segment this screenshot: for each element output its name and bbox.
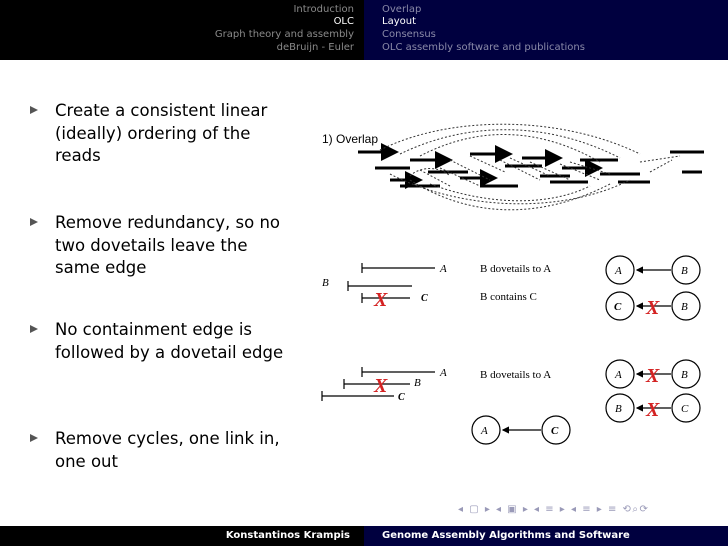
section-olc[interactable]: OLC <box>333 16 354 27</box>
x-mark: X <box>374 289 388 311</box>
beamer-footer <box>0 526 728 546</box>
svg-text:B contains C: B contains C <box>480 291 537 303</box>
svg-text:B: B <box>681 265 688 277</box>
overlap-edges <box>380 124 680 210</box>
svg-text:B: B <box>414 377 421 389</box>
subsection-consensus[interactable]: Consensus <box>382 29 436 40</box>
svg-text:C: C <box>421 293 428 304</box>
subsection-olc-software[interactable]: OLC assembly software and publications <box>382 42 585 53</box>
bullet-icon <box>30 106 38 114</box>
svg-text:A: A <box>440 263 447 275</box>
node-graph-3 <box>472 416 570 444</box>
x-mark: X <box>646 399 660 421</box>
overlap-graph <box>322 124 704 210</box>
bullet-text: Remove redundancy, so no two dovetails leave the same edge <box>55 213 281 277</box>
svg-text:B: B <box>681 369 688 381</box>
svg-text:A: A <box>615 265 622 277</box>
layout-figure <box>300 110 710 455</box>
svg-text:C: C <box>398 392 405 403</box>
node-graph-1 <box>606 256 700 320</box>
dovetail-example <box>322 367 551 403</box>
beamer-header <box>0 0 728 60</box>
x-mark: X <box>646 297 660 319</box>
subsection-layout[interactable]: Layout <box>382 16 416 27</box>
section-graph-theory[interactable]: Graph theory and assembly <box>214 29 354 40</box>
bullet-text: Remove cycles, one link in, one out <box>55 429 280 471</box>
footer-title: Genome Assembly Algorithms and Software <box>382 530 630 541</box>
beamer-navigation-icons[interactable]: ◂ ▢ ▸ ◂ ▣ ▸ ◂ ≡ ▸ ◂ ≡ ▸ ≡ ⟲⌕⟳ <box>458 504 650 515</box>
svg-text:A: A <box>481 425 488 437</box>
section-nav <box>0 0 364 60</box>
svg-text:B dovetails to A: B dovetails to A <box>480 369 552 381</box>
bullet-icon <box>30 218 38 226</box>
svg-text:C: C <box>551 425 559 437</box>
bullet-icon <box>30 434 38 442</box>
footer-left <box>0 526 364 546</box>
overlap-label: 1) Overlap <box>322 132 379 146</box>
svg-text:C: C <box>614 301 622 313</box>
x-mark: X <box>646 365 660 387</box>
footer-author: Konstantinos Krampis <box>225 530 350 541</box>
bullet-text: No containment edge is followed by a dovetail edge <box>55 320 284 362</box>
svg-text:B: B <box>615 403 622 415</box>
read-arrows <box>358 152 704 186</box>
subsection-nav <box>364 0 728 60</box>
subsection-overlap[interactable]: Overlap <box>382 4 422 15</box>
svg-text:B: B <box>681 301 688 313</box>
footer-right <box>364 526 728 546</box>
svg-text:A: A <box>440 367 447 379</box>
bullet-icon <box>30 325 38 333</box>
containment-example <box>322 263 551 311</box>
bullet-text: Create a consistent linear (ideally) ordering of the reads <box>55 101 268 165</box>
svg-text:B: B <box>322 277 329 289</box>
node-graph-2 <box>606 360 700 422</box>
section-debruijn[interactable]: deBruijn - Euler <box>276 42 354 53</box>
svg-text:A: A <box>615 369 622 381</box>
section-introduction[interactable]: Introduction <box>293 4 354 15</box>
x-mark: X <box>374 375 388 397</box>
svg-text:B dovetails to A: B dovetails to A <box>480 263 552 275</box>
svg-text:C: C <box>681 403 689 415</box>
